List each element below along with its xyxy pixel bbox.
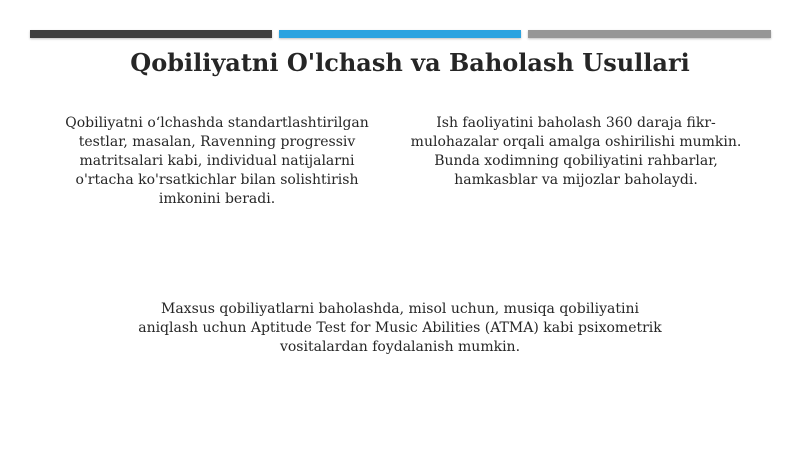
header-accent-bar-blue [279,30,521,38]
header-accent-bar-dark [30,30,272,38]
header-accent-bar-gray [528,30,771,38]
paragraph-special-abilities: Maxsus qobiliyatlarni baholashda, misol uchun, musiqa qobiliyatini aniqlash uchun Aptitude Test for Music Abilities (ATMA) kabi psixometrik vositalardan foydalanish mumkin. [138,301,662,355]
paragraph-standardized-tests: Qobiliyatni o‘lchashda standartlashtirilgan testlar, masalan, Ravenning progressiv matritsalari kabi, individual natijalarni o'rtacha ko'rsatkichlar bilan solishtirish imkonini beradi. [65,115,369,207]
paragraph-360-feedback: Ish faoliyatini baholash 360 daraja fikr-mulohazalar orqali amalga oshirilishi mumkin. Bunda xodimning qobiliyatini rahbarlar, hamkasblar va mijozlar baholaydi. [410,115,742,188]
slide-title: Qobiliyatni O'lchash va Baholash Usullari [130,48,690,77]
